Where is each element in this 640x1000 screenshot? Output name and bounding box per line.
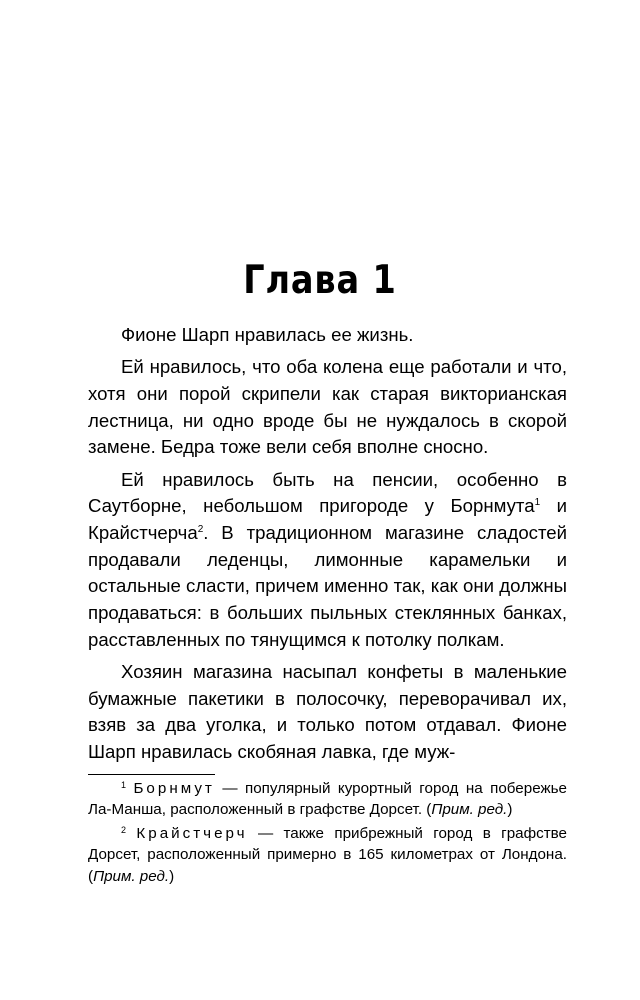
footnote-close: )	[507, 801, 513, 819]
editor-note: Прим. ред.	[93, 867, 170, 885]
footnote-divider	[88, 774, 215, 775]
main-text	[88, 322, 567, 766]
footnotes	[88, 778, 567, 889]
paragraph: Ей нравилось, что оба колена еще работали и что, хотя они порой скрипели как старая викторианская лестница, ни одно вроде бы не нуждалось в скорой замене. Бедра тоже вели себя вполне сносно.	[88, 356, 567, 458]
footnote-number: 1	[121, 780, 127, 790]
chapter-title: Глава 1	[243, 258, 397, 303]
footnote-text: — также прибрежный город в графстве Дорсет, расположенный примерно в 165 километрах от Лондона. (	[88, 824, 567, 885]
footnote-text: — популярный курортный город на побережье Ла-Манша, расположенный в графстве Дорсет. (	[88, 780, 567, 819]
footnote-ref[interactable]: 2	[197, 523, 204, 535]
footnote-term: Борнмут	[133, 780, 215, 797]
paragraph-text: . В традиционном магазине сладостей продавали леденцы, лимонные карамельки и остальные сласти, причем именно так, как они должны продаваться: в больших пыльных стеклянных банках, расставленных по тянущимся к потолку полкам.	[88, 521, 567, 650]
footnote-term: Крайстчерч	[136, 824, 248, 842]
footnote	[88, 778, 567, 821]
footnote-ref[interactable]: 1	[534, 497, 541, 509]
footnote-close: )	[169, 867, 175, 885]
editor-note: Прим. ред.	[431, 801, 508, 819]
paragraph-text: и Крайстчерча	[88, 495, 567, 543]
footnote-number: 2	[121, 824, 127, 835]
paragraph-text: Ей нравилось быть на пенсии, особенно в Саутборне, небольшом пригороде у Борнмута	[88, 468, 567, 517]
paragraph: Фионе Шарп нравилась ее жизнь.	[121, 324, 414, 345]
paragraph	[88, 467, 567, 654]
footnote	[88, 823, 567, 887]
paragraph: Хозяин магазина насыпал конфеты в маленькие бумажные пакетики в полосочку, переворачивал их, взяв за два уголка, и только потом отдавал. Фионе Шарп нравилась скобяная лавка, где муж-	[88, 660, 567, 763]
